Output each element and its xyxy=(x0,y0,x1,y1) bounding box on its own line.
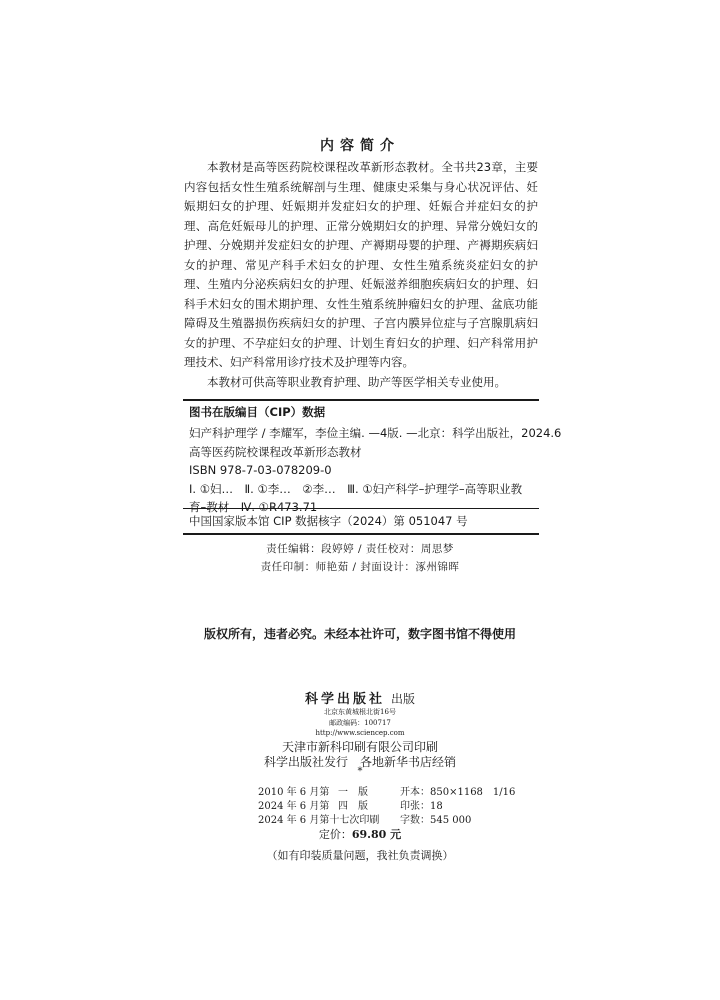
publisher-postcode: 邮政编码：100717 xyxy=(329,719,391,727)
rights-notice: 版权所有，违者必究。未经本社许可，数字图书馆不得使用 xyxy=(203,627,516,641)
edition-spec: 开本：850×1168 1/16 xyxy=(400,787,516,798)
publisher-suffix: 出版 xyxy=(391,692,416,706)
edition-date: 2010 年 6 月第 xyxy=(258,787,330,798)
price-line xyxy=(0,826,720,842)
cip-mid-rule xyxy=(183,508,539,509)
price-value: 69.80 元 xyxy=(351,828,402,841)
publisher-logo: 科学出版社 xyxy=(304,692,385,707)
publisher-line xyxy=(0,688,720,707)
edition-row xyxy=(258,797,443,812)
staff-production: 责任印制：师艳茹 / 封面设计：涿州锦晖 xyxy=(260,561,460,573)
cip-top-rule xyxy=(183,399,539,401)
cip-heading: 图书在版编目（CIP）数据 xyxy=(189,405,326,419)
cip-classification: Ⅰ. ①妇… Ⅱ. ①李… ②李… Ⅲ. ①妇产科学–护理学–高等职业教育–教材 Ⅳ. ①R473.71 xyxy=(189,481,523,514)
edition-number: 四 版 xyxy=(338,801,368,812)
cip-record xyxy=(189,424,562,517)
cip-series-line: 高等医药院校课程改革新形态教材 xyxy=(189,444,362,459)
summary-paragraph: 本教材是高等医药院校课程改革新形态教材。全书共23章，主要内容包括女性生殖系统解剖与生理、健康史采集与身心状况评估、妊娠期妇女的护理、妊娠期并发症妇女的护理、妊娠合并症妇女的护理、高危妊娠母儿的护理、正常分娩期妇女的护理、异常分娩妇女的护理、分娩期并发症妇女的护理、产褥期母婴的护理、产褥期疾病妇女的护理、常见产科手术妇女的护理、女性生殖系统炎症妇女的护理、生殖内分泌疾病妇女的护理、妊娠滋养细胞疾病妇女的护理、妇科手术妇女的围术期护理、女性生殖系统肿瘤妇女的护理、盆底功能障碍及生殖器损伤疾病妇女的护理、子宫内膜异位症与子宫腺肌病妇女的护理、不孕症妇女的护理、计划生育妇女的护理、妇产科常用护理技术、妇产科常用诊疗技术及护理等内容。 xyxy=(184,160,538,369)
edition-row xyxy=(258,811,471,826)
publisher-address: 北京东黄城根北街16号 xyxy=(324,708,396,716)
star-separator: * xyxy=(357,766,363,777)
cip-bottom-rule xyxy=(183,533,539,535)
edition-spec: 印张：18 xyxy=(400,801,443,812)
publisher-url: http://www.sciencep.com xyxy=(315,729,405,737)
edition-date: 2024 年 6 月第十七次印刷 xyxy=(258,815,380,826)
cip-isbn: ISBN 978-7-03-078209-0 xyxy=(189,463,332,477)
distribution-line: 科学出版社发行 各地新华书店经销 xyxy=(263,755,456,769)
cip-check-number: 中国国家版本馆 CIP 数据核字（2024）第 051047 号 xyxy=(189,514,468,528)
edition-row xyxy=(258,783,515,798)
cip-title-line: 妇产科护理学 / 李耀军，李俭主编. —4版. —北京：科学出版社，2024.6 xyxy=(189,426,562,440)
summary-body xyxy=(184,158,538,392)
edition-spec: 字数：545 000 xyxy=(400,815,472,826)
staff-editors: 责任编辑：段婷婷 / 责任校对：周思梦 xyxy=(266,543,454,555)
printer-line: 天津市新科印刷有限公司印刷 xyxy=(281,740,438,754)
summary-title: 内容简介 xyxy=(320,138,400,154)
edition-date: 2024 年 6 月第 xyxy=(258,801,330,812)
quality-notice: （如有印装质量问题，我社负责调换） xyxy=(266,849,454,862)
edition-number: 一 版 xyxy=(338,787,368,798)
summary-paragraph: 本教材可供高等职业教育护理、助产等医学相关专业使用。 xyxy=(207,374,506,389)
price-label: 定价： xyxy=(318,828,352,841)
